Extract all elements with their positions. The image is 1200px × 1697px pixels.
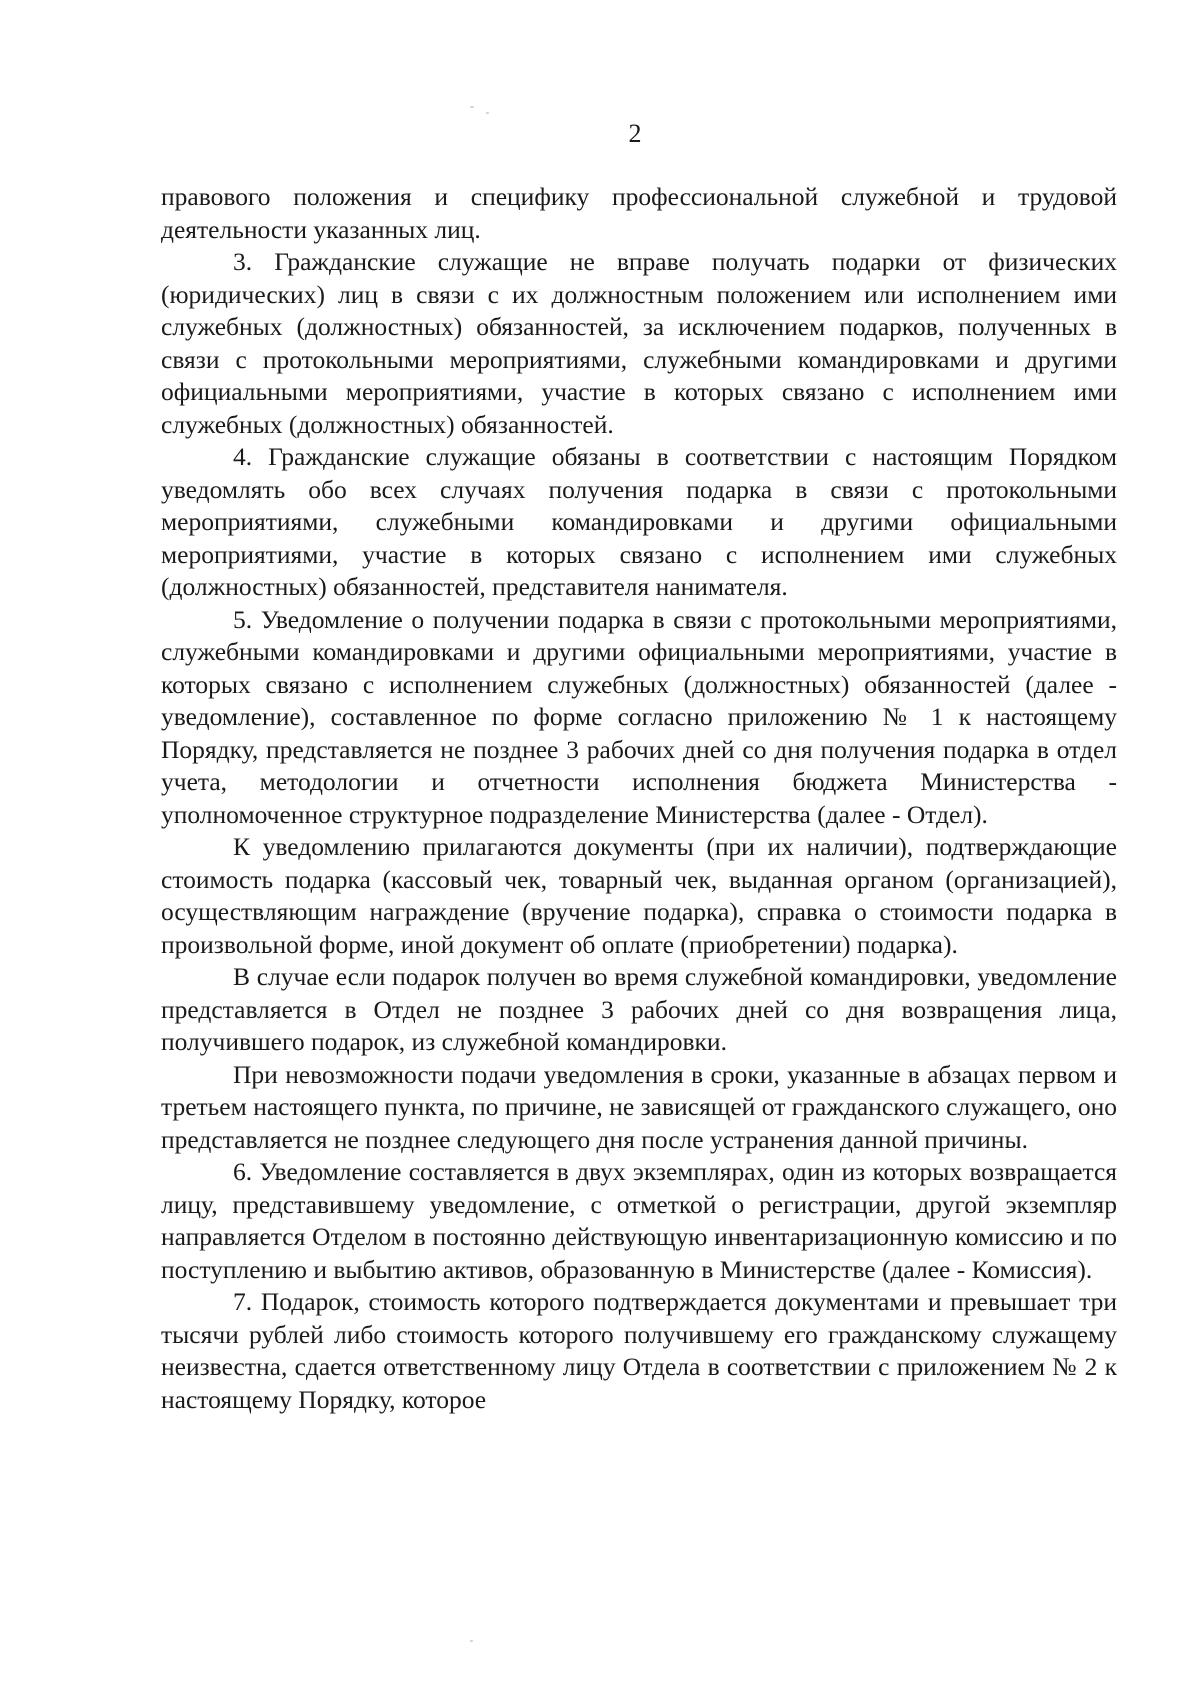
paragraph-item-6: 6. Уведомление составляется в двух экземплярах, один из которых возвращается лицу, представившему уведомление, с отметкой о регистрации, другой экземпляр направляется Отделом в постоянно действующую инвентаризационную комиссию и по поступлению и выбытию активов, образованную в Министерстве (далее - Комиссия).	[161, 1157, 1117, 1284]
paragraph-item-5-attachments: К уведомлению прилагаются документы (при их наличии), подтверждающие стоимость подарка (кассовый чек, товарный чек, выданная органом (организацией), осуществляющим награждение (вручение подарка), справка о стоимости подарка в произвольной форме, иной документ об оплате (приобретении) подарка).	[161, 832, 1117, 959]
paragraph-item-5-impossibility: При невозможности подачи уведомления в сроки, указанные в абзацах первом и третьем настоящего пункта, по причине, не зависящей от гражданского служащего, оно представляется не позднее следующего дня после устранения данной причины.	[161, 1059, 1117, 1154]
document-body	[161, 181, 1117, 1416]
paragraph-item-7: 7. Подарок, стоимость которого подтверждается документами и превышает три тысячи рублей либо стоимость которого получившему его гражданскому служащему неизвестна, сдается ответственному лицу Отдела в соответствии с приложением № 2 к настоящему Порядку, которое	[161, 1287, 1117, 1414]
page-number: 2	[628, 119, 642, 148]
scan-speck	[470, 1640, 473, 1642]
paragraph-item-4: 4. Гражданские служащие обязаны в соответствии с настоящим Порядком уведомлять обо всех случаях получения подарка в связи с протокольными мероприятиями, служебными командировками и другими официальными мероприятиями, участие в которых связано с исполнением ими служебных (должностных) обязанностей, представителя нанимателя.	[161, 442, 1117, 601]
paragraph-continuation: правового положения и специфику профессиональной служебной и трудовой деятельности указанных лиц.	[161, 182, 1117, 244]
paragraph-item-5-business-trip: В случае если подарок получен во время служебной командировки, уведомление представляется в Отдел не позднее 3 рабочих дней со дня возвращения лица, получившего подарок, из служебной командировки.	[161, 962, 1117, 1056]
scan-speck	[486, 112, 489, 114]
paragraph-item-5: 5. Уведомление о получении подарка в связи с протокольными мероприятиями, служебными командировками и другими официальными мероприятиями, участие в которых связано с исполнением служебных (должностных) обязанностей (далее - уведомление), составленное по форме согласно приложению № 1 к настоящему Порядку, представляется не позднее 3 рабочих дней со дня получения подарка в отдел учета, методологии и отчетности исполнения бюджета Министерства - уполномоченное структурное подразделение Министерства (далее - Отдел).	[161, 604, 1117, 829]
paragraph-item-3: 3. Гражданские служащие не вправе получать подарки от физических (юридических) лиц в связи с их должностным положением или исполнением ими служебных (должностных) обязанностей, за исключением подарков, полученных в связи с протокольными мероприятиями, служебными командировками и другими официальными мероприятиями, участие в которых связано с исполнением ими служебных (должностных) обязанностей.	[161, 247, 1117, 439]
scan-speck	[470, 106, 474, 108]
